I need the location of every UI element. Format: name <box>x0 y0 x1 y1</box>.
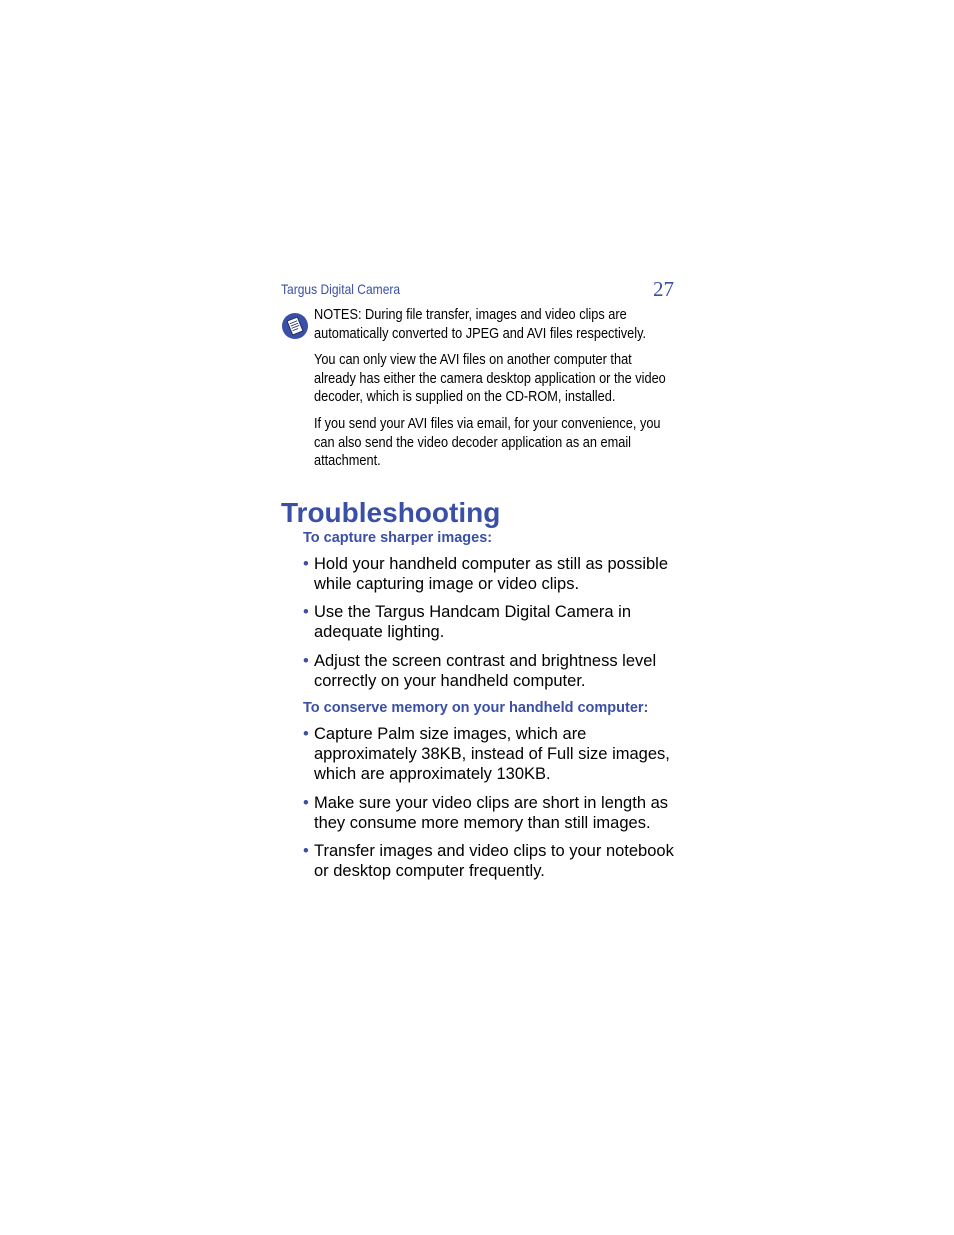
note-paragraph: If you send your AVI files via email, for your convenience, you can also send the video decoder application as an email attachment. <box>314 414 661 470</box>
notepad-icon <box>281 312 309 340</box>
note-paragraph: You can only view the AVI files on another computer that already has either the camera desktop application or the video decoder, which is supplied on the CD-ROM, installed. <box>314 351 666 406</box>
list-item-text: Adjust the screen contrast and brightness level correctly on your handheld computer. <box>314 651 657 690</box>
subheading-conserve-memory: To conserve memory on your handheld computer: <box>303 699 649 716</box>
page-number: 27 <box>653 277 674 301</box>
manual-page <box>281 278 674 889</box>
running-head: Targus Digital Camera <box>281 281 401 297</box>
note-paragraph: NOTES: During file transfer, images and video clips are automatically converted to JPEG and AVI files respectively. <box>314 306 647 342</box>
list-item <box>303 554 674 594</box>
list-item <box>303 841 674 881</box>
list-item-text: Hold your handheld computer as still as possible while capturing image or video clips. <box>314 554 669 593</box>
list-item-text: Use the Targus Handcam Digital Camera in adequate lighting. <box>314 603 632 642</box>
bullet-icon: • <box>303 603 309 622</box>
bullet-list-conserve-memory <box>303 724 674 881</box>
subheading-sharper-images: To capture sharper images: <box>303 529 493 546</box>
bullet-icon: • <box>303 793 309 812</box>
section-title: Troubleshooting <box>281 496 501 528</box>
bullet-icon: • <box>303 651 309 670</box>
list-item-text: Transfer images and video clips to your notebook or desktop computer frequently. <box>314 841 674 881</box>
list-item-text: Make sure your video clips are short in length as they consume more memory than still images. <box>314 793 669 832</box>
list-item <box>303 793 674 833</box>
bullet-icon: • <box>303 841 309 860</box>
list-item <box>303 724 674 785</box>
list-item <box>303 651 674 691</box>
note-block <box>281 306 674 471</box>
bullet-list-sharper-images <box>303 554 674 691</box>
list-item <box>303 602 674 642</box>
page-header <box>281 278 674 302</box>
list-item-text: Capture Palm size images, which are approximately 38KB, instead of Full size images, which are approximately 130KB. <box>314 724 670 784</box>
bullet-icon: • <box>303 554 309 573</box>
bullet-icon: • <box>303 724 309 743</box>
